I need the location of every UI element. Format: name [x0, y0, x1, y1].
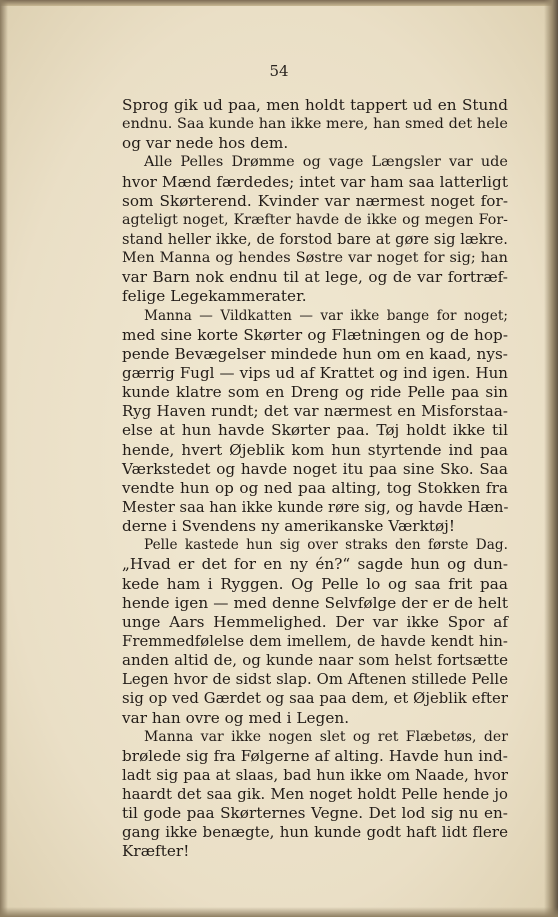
- text-line: „Hvad er det for en ny én?“ sagde hun og dun-: [122, 555, 508, 574]
- text-line: stand heller ikke, de forstod bare at gøre sig lækre.: [122, 230, 508, 248]
- text-line: endnu. Saa kunde han ikke mere, han smed det hele: [122, 116, 508, 133]
- page-right-edge: [544, 0, 558, 917]
- text-line: Pelle kastede hun sig over straks den første Dag.: [144, 537, 508, 554]
- text-line: gærrig Fugl — vips ud af Krattet og ind igen. Hun: [122, 363, 508, 382]
- text-line: Mester saa han ikke kunde røre sig, og havde Hæn-: [122, 498, 509, 516]
- text-line: unge Aars Hemmelighed. Der var ikke Spor af: [122, 612, 508, 631]
- text-line: Sprog gik ud paa, men holdt tappert ud en Stund: [122, 96, 508, 114]
- text-line: og var nede hos dem.: [122, 134, 289, 153]
- page-binding-shadow: [0, 0, 8, 917]
- text-line: gang ikke benægte, hun kunde godt haft lidt flere: [122, 823, 508, 842]
- text-line: sig op ved Gærdet og saa paa dem, et Øjeblik efter: [122, 690, 508, 708]
- text-line: anden altid de, og kunde naar som helst fortsætte: [122, 651, 508, 670]
- text-line: vendte hun op og ned paa alting, tog Stokken fra: [122, 478, 508, 497]
- text-line: Fremmedfølelse dem imellem, de havde kendt hin-: [122, 632, 508, 650]
- text-line: ladt sig paa at slaas, bad hun ikke om Naade, hvor: [122, 766, 508, 784]
- text-line: Men Manna og hendes Søstre var noget for sig; han: [122, 250, 508, 267]
- text-line: Legen hvor de sidst slap. Om Aftenen stillede Pelle: [122, 671, 508, 689]
- text-line: Kræfter!: [122, 842, 190, 861]
- page-number: 54: [269, 62, 289, 80]
- text-line: kunde klatre som en Dreng og ride Pelle paa sin: [122, 383, 508, 402]
- page-top-edge: [0, 0, 558, 6]
- text-line: derne i Svendens ny amerikanske Værktøj!: [122, 517, 456, 536]
- text-line: Alle Pelles Drømme og vage Længsler var ude: [144, 154, 508, 171]
- text-line: til gode paa Skørternes Vegne. Det lod sig nu en-: [122, 804, 508, 823]
- text-line: Ryg Haven rundt; det var nærmest en Misforstaa-: [122, 402, 508, 421]
- text-line: var Barn nok endnu til at lege, og de var fortræf-: [122, 268, 508, 287]
- text-line: Manna — Vildkatten — var ikke bange for noget;: [144, 307, 508, 324]
- text-line: haardt det saa gik. Men noget holdt Pelle hende jo: [122, 786, 508, 804]
- text-line: pende Bevægelser mindede hun om en kaad, nys-: [122, 344, 508, 363]
- text-line: else at hun havde Skørter paa. Tøj holdt ikke til: [122, 421, 508, 440]
- page-bottom-edge: [0, 907, 558, 917]
- body-text: [122, 96, 508, 862]
- text-line: med sine korte Skørter og Flætningen og de hop-: [122, 325, 508, 344]
- text-line: brølede sig fra Følgerne af alting. Havde hun ind-: [122, 746, 508, 765]
- text-line: var han ovre og med i Legen.: [122, 708, 350, 727]
- text-line: Værkstedet og havde noget itu paa sine Sko. Saa: [122, 459, 508, 478]
- text-line: Manna var ikke nogen slet og ret Flæbetøs, der: [144, 728, 508, 745]
- text-line: hende, hvert Øjeblik kom hun styrtende ind paa: [122, 440, 508, 459]
- text-line: felige Legekammerater.: [122, 287, 307, 306]
- text-line: hvor Mænd færdedes; intet var ham saa latterligt: [122, 172, 508, 191]
- text-line: hende igen — med denne Selvfølge der er de helt: [122, 593, 508, 612]
- text-line: som Skørterend. Kvinder var nærmest noget for-: [122, 191, 508, 210]
- text-line: agteligt noget, Kræfter havde de ikke og megen For-: [122, 211, 508, 228]
- text-line: kede ham i Ryggen. Og Pelle lo og saa frit paa: [122, 574, 508, 593]
